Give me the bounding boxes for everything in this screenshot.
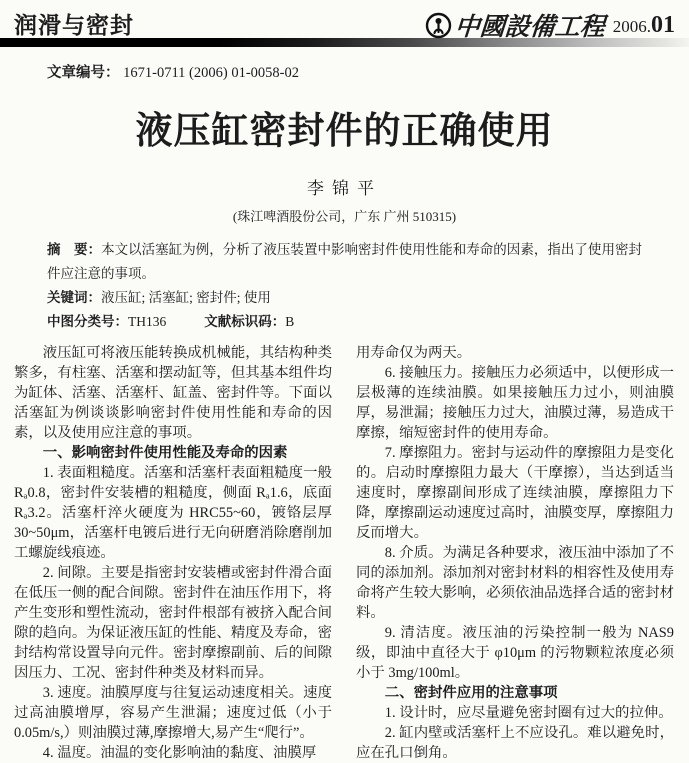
- doc-code-label: 文献标识码：: [204, 314, 286, 329]
- item-medium: 8. 介质。为满足各种要求，液压油中添加了不同的添加剂。添加剂对密封材料的相容性及使用寿命将产生较大影响，必须依油品选择合适的密封材料。: [356, 545, 674, 621]
- doc-code-value: B: [285, 314, 295, 329]
- item-speed: 3. 速度。油膜厚度与往复运动速度相关。速度过高油膜增厚，容易产生泄漏；速度过低（小于0.05m/s,）则油膜过薄,摩擦增大,易产生“爬行”。: [14, 685, 332, 741]
- continuation-fragment: 用寿命仅为两天。: [356, 345, 472, 361]
- right-column: [356, 343, 674, 763]
- item-temperature-partial: 4. 温度。油温的变化影响油的黏度、油膜厚: [42, 745, 317, 761]
- note-design: 1. 设计时，应尽量避免密封圈有过大的拉伸。: [384, 705, 673, 721]
- item-contact-pressure: 6. 接触压力。接触压力必须适中，以便形成一层极薄的连续油膜。如果接触压力过小，则油膜厚，易泄漏；接触压力过大，油膜过薄，易造成干摩擦，缩短密封件的使用寿命。: [356, 365, 674, 441]
- article-title: 液压缸密封件的正确使用: [135, 110, 554, 151]
- note-holes: 2. 缸内壁或活塞杆上不应设孔。难以避免时，应在孔口倒角。: [356, 725, 674, 761]
- issue-label: [613, 12, 675, 39]
- article-body: [14, 343, 675, 763]
- journal-logo-icon: [425, 12, 452, 39]
- journal-section-title: 润滑与密封: [14, 12, 134, 38]
- item-cleanliness: 9. 清洁度。液压油的污染控制一般为 NAS9 级，即油中直径大于 φ10μm 的污物颗粒浓度必须小于 3mg/100ml。: [356, 625, 674, 681]
- item-friction-resistance: 7. 摩擦阻力。密封与运动件的摩擦阻力是变化的。启动时摩擦阻力最大（干摩擦），当达到适当速度时，摩擦副间形成了连续油膜，摩擦阻力下降，摩擦副运动速度过高时，油膜变厚，摩擦阻力反而增大。: [356, 445, 674, 541]
- abstract-label: 摘 要：: [47, 242, 102, 257]
- article-meta: [47, 238, 642, 334]
- item-surface-roughness: 1. 表面粗糙度。活塞和活塞杆表面粗糙度一般 Rₐ0.8，密封件安装槽的粗糙度，侧面 Rₐ1.6，底面 Rₐ3.2。活塞杆淬火硬度为 HRC55~60，镀铬层厚 30~50μm，活塞杆电镀后进行无向研磨消除磨削加工螺旋线痕迹。: [14, 465, 332, 561]
- section-1-heading: 一、影响密封件使用性能及寿命的因素: [42, 445, 288, 461]
- journal-logo: [425, 7, 675, 43]
- author-affiliation: (珠江啤酒股份公司，广东 广州 510315): [232, 209, 457, 224]
- article-id-value: 1671-0711 (2006) 01-0058-02: [123, 65, 299, 81]
- issue-year: 2006.: [612, 16, 651, 36]
- article-id-label: 文章编号：: [47, 65, 120, 81]
- abstract-text: 本文以活塞缸为例，分析了液压装置中影响密封件使用性能和寿命的因素，指出了使用密封件应注意的事项。: [47, 242, 642, 281]
- issue-number: 01: [651, 11, 675, 38]
- intro-paragraph: 液压缸可将液压能转换成机械能，其结构种类繁多，有柱塞、活塞和摆动缸等，但其基本组件均为缸体、活塞、活塞杆、缸盖、密封件等。下面以活塞缸为例谈谈影响密封件使用性能和寿命的因素，以及使用应注意的事项。: [14, 345, 332, 441]
- clc-value: TH136: [128, 314, 167, 329]
- abstract-paragraph: [47, 238, 642, 286]
- author-name: 李锦平: [307, 179, 382, 198]
- keywords-line: [47, 286, 642, 310]
- journal-name: 中國設備工程: [453, 14, 606, 41]
- keywords-label: 关键词：: [47, 290, 101, 305]
- clc-label: 中图分类号：: [47, 314, 128, 329]
- left-column: [14, 343, 332, 763]
- item-clearance: 2. 间隙。主要是指密封安装槽或密封件滑合面在低压一侧的配合间隙。密封件在油压作用下，将产生变形和塑性流动，密封件根部有被挤入配合间隙的趋向。为保证液压缸的性能、精度及寿命，密封结构常设置导向元件。密封摩擦副前、后的间隙因压力、工况、密封件种类及材料而异。: [14, 565, 332, 681]
- section-2-heading: 二、密封件应用的注意事项: [384, 685, 558, 701]
- keywords-text: 液压缸; 活塞缸; 密封件; 使用: [101, 290, 271, 305]
- article-id-line: [47, 61, 675, 82]
- masthead: [14, 0, 675, 41]
- classification-line: [47, 310, 642, 334]
